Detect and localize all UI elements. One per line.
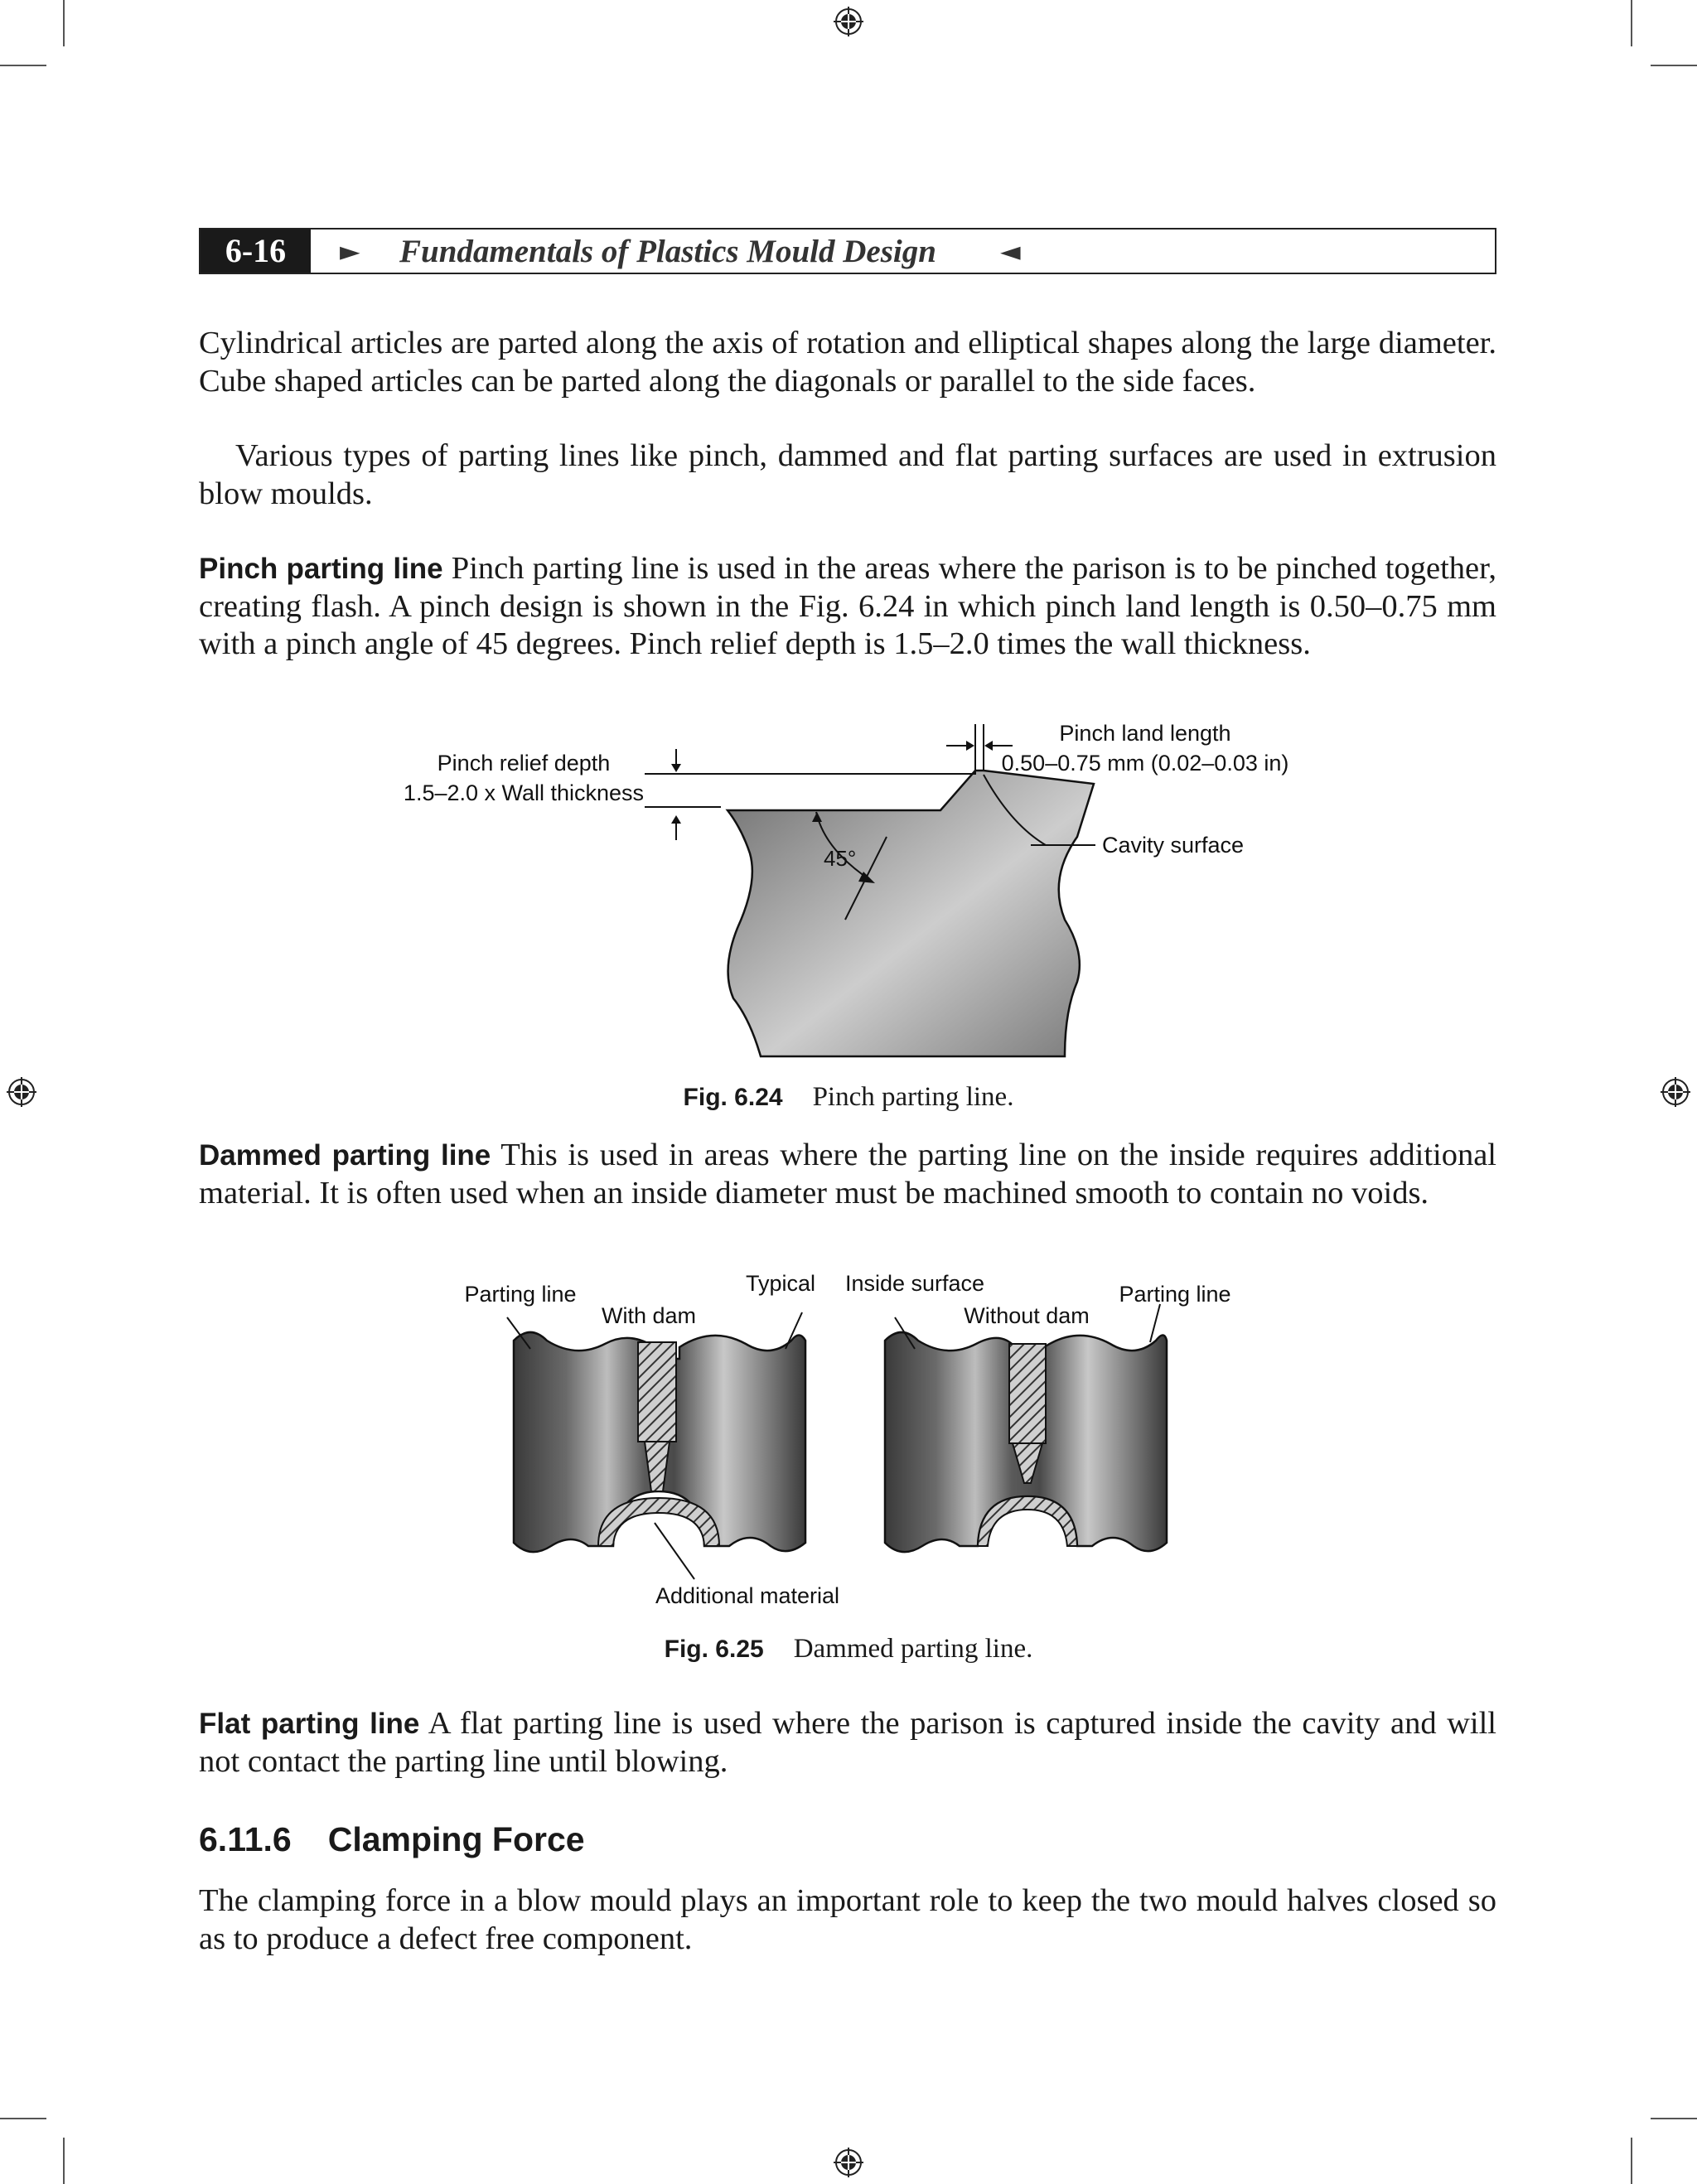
label-parting-line-left: Parting line	[464, 1282, 577, 1307]
pinch-text: Pinch parting line is used in the areas where the parison is to be pinched together, creating flash. A pinch design is shown in the Fig. 6.24 in which pinch land length is 0.50–0.75 mm with a pinch angle of 45 degrees. Pinch relief depth is 1.5–2.0 times the wall thickness.	[199, 551, 1497, 661]
flat-text: A flat parting line is used where the parison is captured inside the cavity and will not contact the parting line until blowing.	[199, 1706, 1496, 1779]
section-title: Clamping Force	[327, 1820, 585, 1858]
figure-6-24-caption	[0, 1082, 1697, 1113]
label-without-dam: Without dam	[964, 1303, 1090, 1328]
figure-6-24-title: Pinch parting line.	[812, 1082, 1014, 1112]
label-typical: Typical	[745, 1271, 816, 1296]
label-cavity-surface: Cavity surface	[1102, 833, 1245, 858]
book-title: Fundamentals of Plastics Mould Design	[399, 234, 936, 269]
label-pinch-relief-depth: Pinch relief depth	[437, 751, 611, 776]
crop-mark	[63, 0, 65, 46]
registration-mark-icon	[834, 2148, 863, 2177]
dammed-lead: Dammed parting line	[199, 1139, 491, 1172]
figure-6-24	[0, 713, 1697, 1085]
figure-6-24-number: Fig. 6.24	[683, 1084, 783, 1111]
label-additional-material: Additional material	[655, 1583, 840, 1608]
pinch-paragraph	[199, 550, 1496, 664]
figure-6-25-caption	[0, 1634, 1697, 1665]
dammed-paragraph	[199, 1137, 1496, 1212]
weld-strip	[1009, 1344, 1046, 1443]
left-arrow-icon: ◄	[1000, 235, 1021, 267]
label-pinch-land-length: Pinch land length	[1059, 721, 1231, 746]
right-arrow-icon: ►	[340, 235, 360, 267]
section-heading	[199, 1820, 585, 1859]
figure-6-25-title: Dammed parting line.	[793, 1634, 1033, 1664]
section-number: 6.11.6	[199, 1820, 292, 1858]
label-pinch-relief-ratio: 1.5–2.0 x Wall thickness	[403, 780, 645, 805]
clamping-paragraph: The clamping force in a blow mould plays an important role to keep the two mould halves closed so as to produce a defect free component.	[199, 1883, 1496, 1956]
crop-mark	[1651, 2118, 1697, 2119]
crop-mark	[1651, 65, 1697, 66]
intro-paragraph-1: Cylindrical articles are parted along the axis of rotation and elliptical shapes along the large diameter. Cube shaped articles can be parted along the diagonals or parallel to the side faces.	[199, 326, 1496, 399]
registration-mark-icon	[834, 7, 863, 36]
crop-mark	[0, 2118, 46, 2119]
page-number: 6-16	[201, 230, 311, 273]
label-pinch-land-value: 0.50–0.75 mm (0.02–0.03 in)	[1001, 751, 1289, 776]
label-pinch-angle: 45°	[824, 846, 857, 871]
intro-paragraph-2: Various types of parting lines like pinch, dammed and flat parting surfaces are used in extrusion blow moulds.	[199, 438, 1496, 511]
label-parting-line-right: Parting line	[1119, 1282, 1231, 1307]
pinch-lead: Pinch parting line	[199, 553, 443, 585]
mould-block	[728, 771, 1094, 1056]
crop-mark	[0, 65, 46, 66]
dammed-text: This is used in areas where the parting line on the inside requires additional material. It is often used when an inside diameter must be machined smooth to contain no voids.	[199, 1138, 1496, 1210]
figure-6-25	[0, 1259, 1697, 1616]
dam-weld-strip	[638, 1342, 676, 1442]
label-with-dam: With dam	[601, 1303, 697, 1328]
crop-mark	[1631, 0, 1632, 46]
crop-mark	[1631, 2138, 1632, 2184]
flat-lead: Flat parting line	[199, 1708, 420, 1740]
figure-6-25-number: Fig. 6.25	[664, 1636, 764, 1663]
label-inside-surface: Inside surface	[844, 1271, 985, 1296]
flat-paragraph	[199, 1705, 1496, 1781]
running-header	[199, 228, 1496, 274]
crop-mark	[63, 2138, 65, 2184]
